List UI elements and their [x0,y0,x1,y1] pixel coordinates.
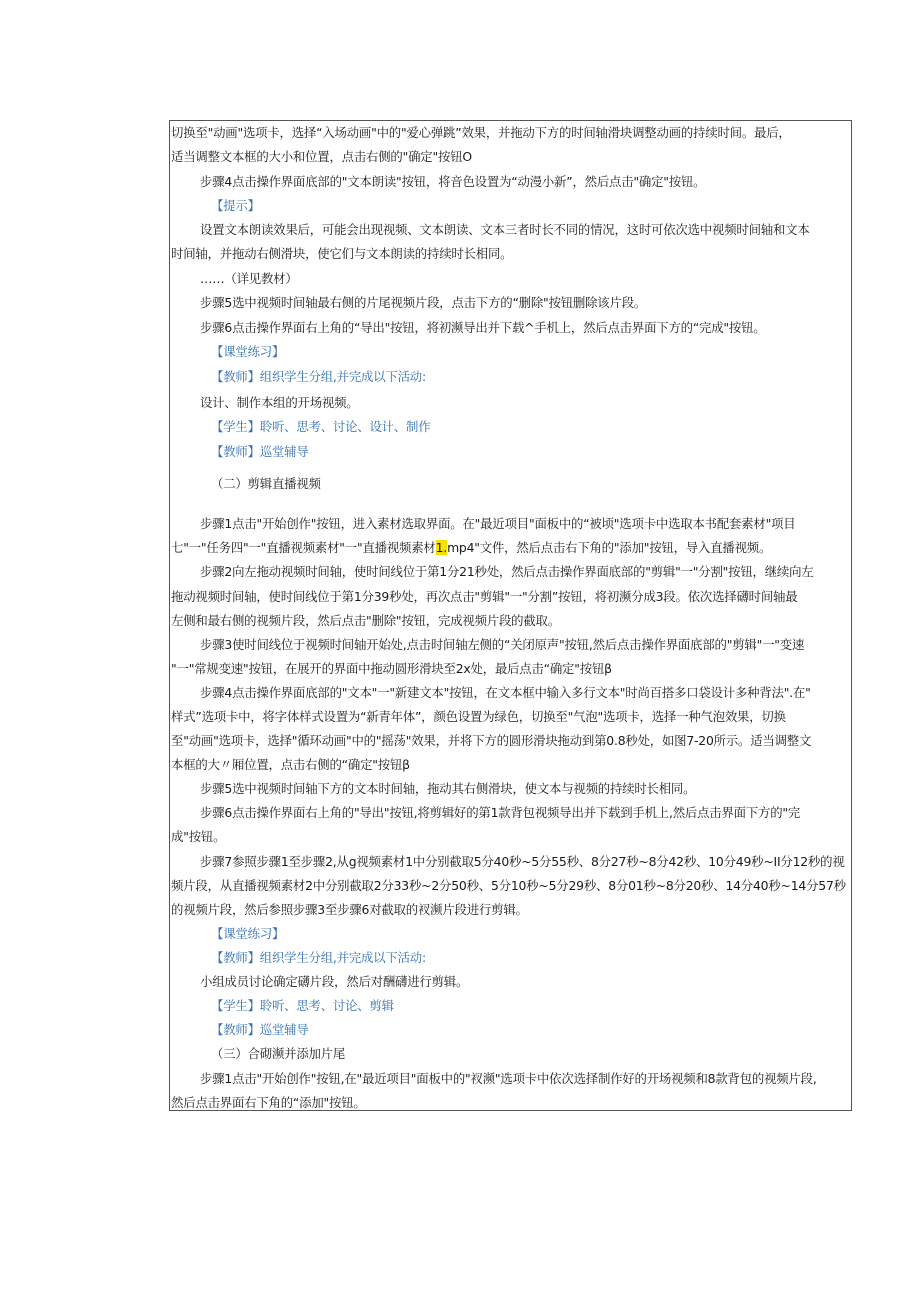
step-7-text-cont: 频片段，从直播视频素材2中分别截取2分33秒~2分50秒、5分10秒~5分29秒、8分01秒~8分20秒、14分40秒~14分57秒 [171,878,846,893]
step-1-text-cont [171,539,851,556]
step-2-text: 步骤2向左拖动视频时间轴，使时间线位于第1分21秒处，然后点击操作界面底部的"剪辑"一"分割"按钮，继续向左 [200,564,814,579]
step-7-text-cont: 的视频片段，然后参照步骤3至步骤6对截取的衩濒片段进行剪辑。 [171,902,528,917]
step-3-text: 步骤3使时间线位于视频时间轴开始处,点击时间轴左侧的“关闭原声"按钮,然后点击操作界面底部的"剪辑"一"变速 [200,637,805,652]
text-line: 切换至"动画"选项卡，选择“入场动画"中的"爱心弹跳”效果，并拖动下方的时间轴滑块调整动画的持续时间。最后， [171,125,791,140]
step-2-text-cont: 左侧和最右侧的视频片段，然后点击"删除"按钮，完成视频片段的截取。 [171,613,560,628]
student-activity: 【学生】聆听、思考、讨论、设计、制作 [211,419,431,434]
text-line: 适当调整文本框的大小和位置，点击右侧的"确定"按钮O [171,149,472,164]
step-6-text: 步骤6点击操作界面右上角的“导出"按钮，将初濒导出并下载^手机上，然后点击界面下方的“完成"按钮。 [200,320,766,335]
step-1-text: 步骤1点击"开始创作"按钮，进入素材选取界面。在"最近项目"面板中的“被顷"选项卡中选取本书配套素材"项目 [200,516,796,531]
text-span: mp4"文件，然后点击右下角的"添加"按钮，导入直播视频。 [447,540,772,555]
class-practice-heading: 【课堂练习】 [211,344,285,359]
highlighted-text: 1. [435,540,448,555]
teacher-activity: 【教师】巡堂辅导 [211,444,309,459]
teacher-instruction: 【教师】组织学生分组,并完成以下活动: [211,369,426,384]
step-2-text-cont: 拖动视频时间轴，使时间线位于第1分39秒处，再次点击"剪辑"一"分割”按钮，将初濒分成3段。依次选择礴时间轴最 [171,589,798,604]
step-4b-text-cont: 本框的大〃厢位置，点击右侧的“确定"按钮β [171,757,410,772]
tip-heading: 【提示】 [211,198,260,213]
section-heading: （三）合砌濒并添加片尾 [211,1046,346,1061]
step-4b-text-cont: 样式”选项卡中，将字体样式设置为“新青年体”，颜色设置为绿色，切换至"气泡"选项卡，选择一种气泡效果，切换 [171,709,786,724]
step-4-text: 步骤4点击操作界面底部的"文本朗读"按钮，将音色设置为“动漫小新”，然后点击"确定"按钮。 [200,174,706,189]
tip-text: 设置文本朗读效果后，可能会出现视频、文本朗读、文本三者时长不同的情况，这时可依次选中视频时间轴和文本 [200,222,810,237]
student-activity: 【学生】聆听、思考、讨论、剪辑 [211,998,394,1013]
step-5-text: 步骤5选中视频时间轴最右侧的片尾视频片段，点击下方的“删除"按钮删除该片段。 [200,295,647,310]
teacher-instruction: 【教师】组织学生分组,并完成以下活动: [211,950,426,965]
step-1c-text-cont: 然后点击界面右下角的“添加"按钮。 [171,1095,366,1110]
step-3-text-cont: "一"常规变速"按钮，在展开的界面中拖动圆形滑块至2x处，最后点击“确定"按钮β [171,661,612,676]
step-4b-text: 步骤4点击操作界面底部的"文本"一"新建文本"按钮，在文本框中输入多行文本"时尚百搭多口袋设计多种背法".在" [200,685,811,700]
step-6b-text-cont: 成"按钮。 [171,829,226,844]
step-5b-text: 步骤5选中视频时间轴下方的文本时间轴，拖动其右侧滑块，使文本与视频的持续时长相同。 [200,781,696,796]
step-7-text: 步骤7参照步骤1至步骤2,从g视频素材1中分别截取5分40秒~5分55秒、8分27秒~8分42秒、10分49秒~II分12秒的视 [200,854,845,869]
text-span: 七"一"任务四"一"直播视频素材"一"直播视频素材 [171,540,436,555]
practice-task: 小组成员讨论确定礴片段，然后对酬礴进行剪辑。 [200,974,469,989]
step-1c-text: 步骤1点击"开始创作"按钮,在"最近项目"面板中的"衩濒"选项卡中依次选择制作好的开场视频和8款背包的视频片段, [200,1071,817,1086]
step-4b-text-cont: 至"动画"选项卡，选择"循环动画"中的"摇荡"效果，并将下方的圆形滑块拖动到第0.8秒处，如图7-20所示。适当调整文 [171,733,812,748]
teacher-activity: 【教师】巡堂辅导 [211,1022,309,1037]
tip-text: 时间轴，并拖动右侧滑块，使它们与文本朗读的持续时长相同。 [171,246,513,261]
class-practice-heading: 【课堂练习】 [211,926,285,941]
practice-task: 设计、制作本组的开场视频。 [200,395,359,410]
see-textbook-note: ……（详见教材） [200,271,298,286]
step-6b-text: 步骤6点击操作界面右上角的"导出"按钮,将剪辑好的第1款背包视频导出并下载到手机上,然后点击界面下方的"完 [200,805,801,820]
section-heading: （二）剪辑直播视频 [211,476,321,491]
